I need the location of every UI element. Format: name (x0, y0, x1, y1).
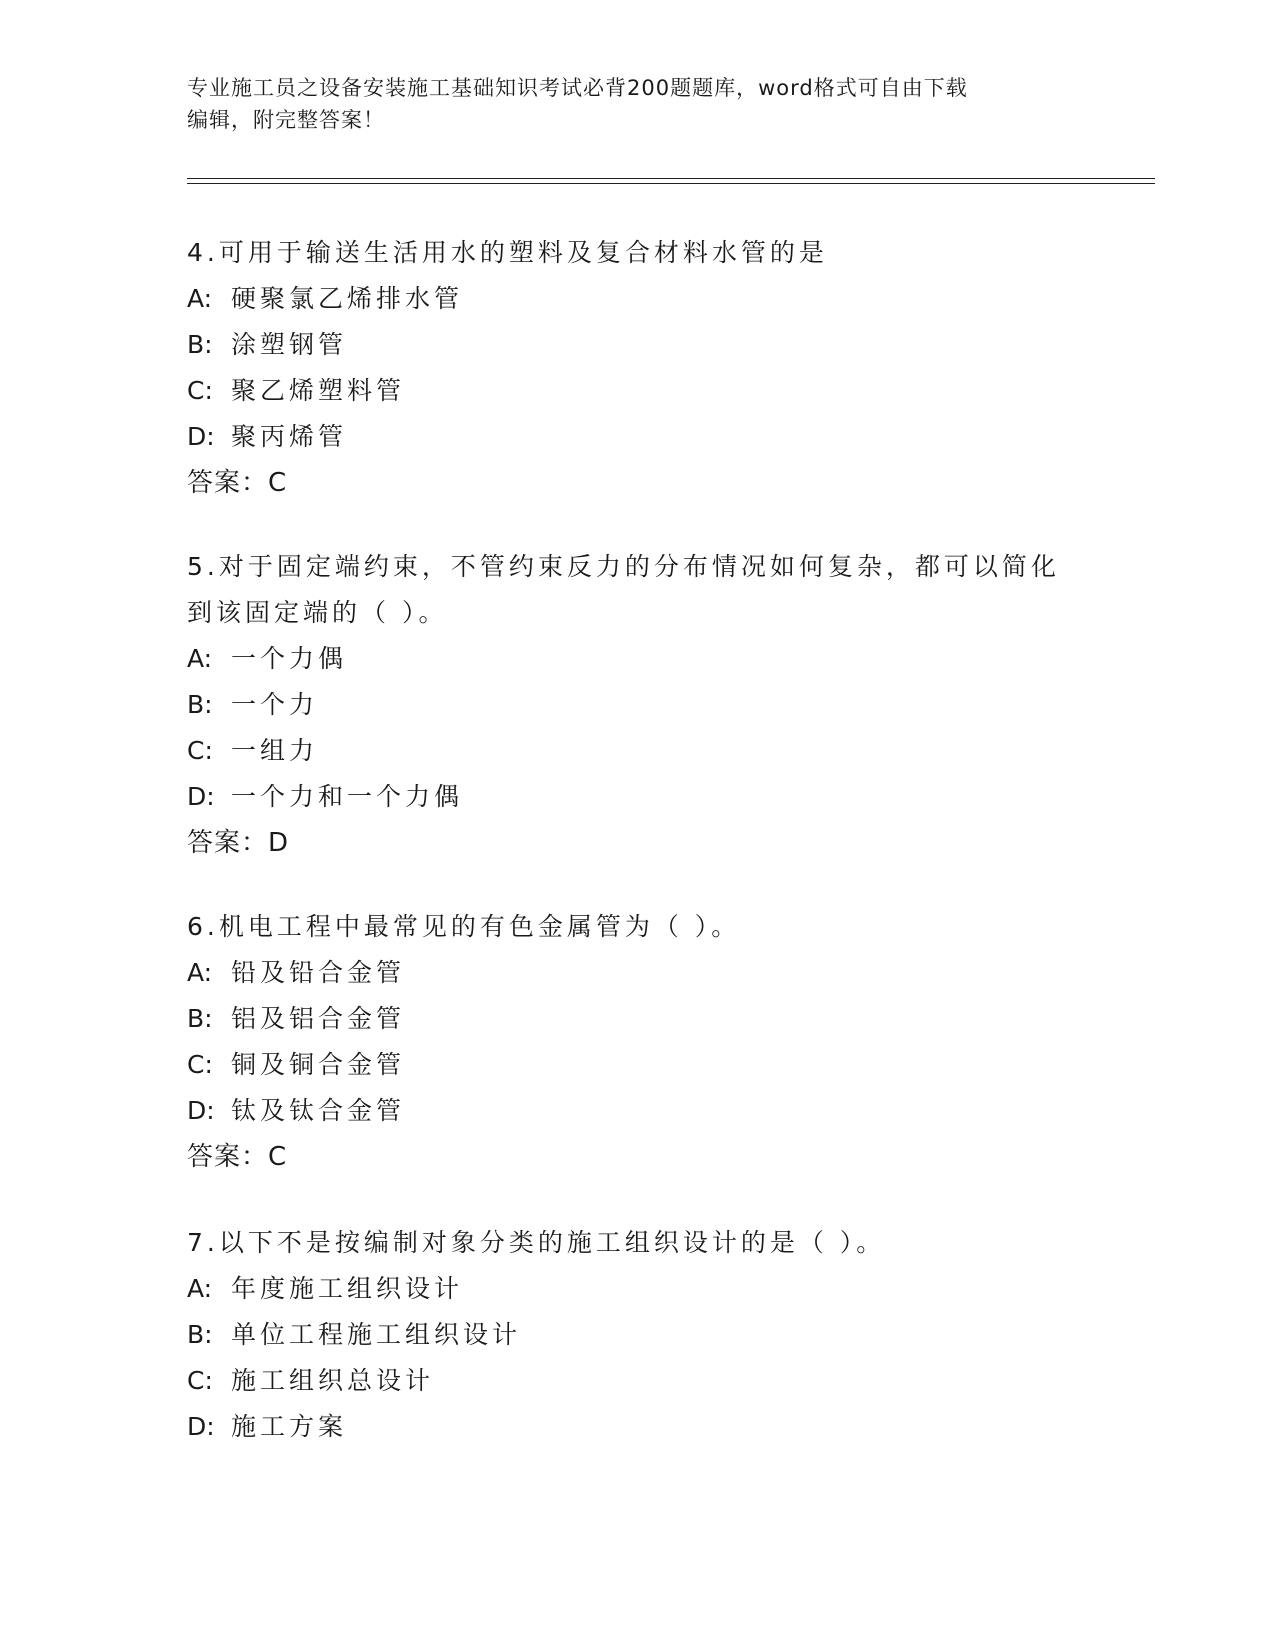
option-text: 年度施工组织设计 (231, 1274, 464, 1303)
option-text: 聚丙烯管 (231, 422, 348, 451)
option-d (187, 774, 1087, 820)
option-d (187, 1088, 1087, 1134)
option-b (187, 1312, 1087, 1358)
option-letter: A: (187, 958, 213, 987)
option-letter: C: (187, 736, 213, 765)
option-letter: B: (187, 1320, 213, 1349)
option-c (187, 1042, 1087, 1088)
document-header (187, 72, 1087, 136)
question-stem: 4.可用于输送生活用水的塑料及复合材料水管的是 (187, 238, 828, 267)
option-letter: D: (187, 1096, 215, 1125)
option-a (187, 276, 1087, 322)
option-a (187, 950, 1087, 996)
header-line-1: 专业施工员之设备安装施工基础知识考试必背200题题库，word格式可自由下载 (187, 76, 968, 100)
option-text: 一个力 (231, 690, 319, 719)
option-c (187, 728, 1087, 774)
option-text: 施工方案 (231, 1412, 348, 1441)
question-stem: 7.以下不是按编制对象分类的施工组织设计的是（ ）。 (187, 1228, 886, 1257)
option-letter: C: (187, 1050, 213, 1079)
option-b (187, 996, 1087, 1042)
option-b (187, 322, 1087, 368)
question-5 (187, 544, 1087, 866)
header-divider-bottom (187, 183, 1155, 184)
question-7 (187, 1220, 1087, 1450)
option-c (187, 368, 1087, 414)
option-letter: B: (187, 690, 213, 719)
header-line-2: 编辑，附完整答案！ (187, 108, 385, 132)
question-stem-line-1: 5.对于固定端约束，不管约束反力的分布情况如何复杂，都可以简化 (187, 552, 1060, 581)
option-text: 钛及钛合金管 (231, 1096, 406, 1125)
option-d (187, 1404, 1087, 1450)
option-text: 铝及铝合金管 (231, 1004, 406, 1033)
option-a (187, 1266, 1087, 1312)
answer: 答案：C (187, 1142, 288, 1172)
option-c (187, 1358, 1087, 1404)
question-stem: 6.机电工程中最常见的有色金属管为（ ）。 (187, 912, 741, 941)
option-text: 一组力 (231, 736, 319, 765)
header-divider-top (187, 178, 1155, 179)
option-text: 一个力和一个力偶 (231, 782, 464, 811)
option-text: 聚乙烯塑料管 (231, 376, 406, 405)
option-letter: D: (187, 782, 215, 811)
option-letter: A: (187, 1274, 213, 1303)
option-b (187, 682, 1087, 728)
answer: 答案：C (187, 468, 288, 498)
option-letter: A: (187, 284, 213, 313)
question-stem-line-2: 到该固定端的（ ）。 (187, 598, 448, 627)
question-4 (187, 230, 1087, 506)
option-letter: B: (187, 1004, 213, 1033)
option-text: 涂塑钢管 (231, 330, 348, 359)
answer: 答案：D (187, 828, 290, 858)
option-letter: D: (187, 422, 215, 451)
option-letter: D: (187, 1412, 215, 1441)
option-text: 硬聚氯乙烯排水管 (231, 284, 464, 313)
option-text: 一个力偶 (231, 644, 348, 673)
option-letter: B: (187, 330, 213, 359)
option-letter: A: (187, 644, 213, 673)
option-letter: C: (187, 1366, 213, 1395)
option-text: 铅及铅合金管 (231, 958, 406, 987)
question-6 (187, 904, 1087, 1180)
option-text: 单位工程施工组织设计 (231, 1320, 522, 1349)
option-text: 施工组织总设计 (231, 1366, 435, 1395)
option-d (187, 414, 1087, 460)
option-text: 铜及铜合金管 (231, 1050, 406, 1079)
option-letter: C: (187, 376, 213, 405)
option-a (187, 636, 1087, 682)
